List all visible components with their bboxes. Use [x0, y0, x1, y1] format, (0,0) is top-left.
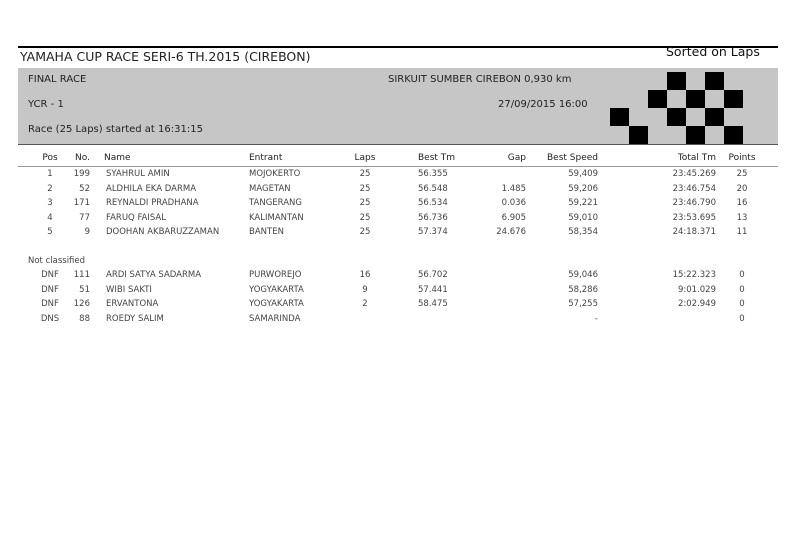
- cell-name: ARDI SATYA SADARMA: [106, 270, 202, 280]
- cell-total: 9:01.029: [677, 284, 716, 295]
- cell-points: 20: [736, 183, 748, 194]
- cell-no: 52: [79, 183, 90, 194]
- column-header-best: Best Tm: [418, 153, 456, 163]
- flag-square: [629, 126, 648, 144]
- column-header-laps: Laps: [354, 153, 376, 163]
- flag-square: [667, 108, 686, 126]
- column-header-points: Points: [728, 153, 756, 163]
- cell-gap: 1.485: [501, 183, 526, 194]
- cell-best: 57.374: [418, 227, 448, 238]
- cell-no: 199: [73, 169, 90, 179]
- cell-points: 0: [739, 299, 745, 310]
- cell-no: 51: [79, 284, 90, 295]
- flag-square: [724, 126, 743, 144]
- cell-best: 56.548: [418, 183, 448, 194]
- flag-square: [667, 72, 686, 90]
- cell-name: ERVANTONA: [106, 299, 159, 310]
- cell-no: 9: [84, 227, 90, 238]
- cell-no: 77: [79, 212, 90, 223]
- race-start-label: Race (25 Laps) started at 16:31:15: [28, 124, 203, 135]
- column-header-speed: Best Speed: [546, 153, 598, 163]
- cell-best: 57.441: [418, 284, 448, 295]
- cell-speed: 58,354: [568, 227, 598, 238]
- flag-square: [610, 108, 629, 126]
- cell-points: 0: [739, 284, 745, 295]
- cell-entrant: YOGYAKARTA: [249, 284, 304, 295]
- column-header-entrant: Entrant: [249, 153, 283, 163]
- cell-name: ALDHILA EKA DARMA: [106, 183, 197, 194]
- cell-best: 58.475: [418, 299, 448, 310]
- flag-square: [686, 126, 705, 144]
- cell-best: 56.534: [418, 198, 448, 209]
- cell-laps: 25: [359, 183, 371, 194]
- cell-total: 23:46.790: [672, 198, 716, 209]
- cell-laps: 2: [362, 299, 368, 310]
- session-label: FINAL RACE: [28, 74, 87, 85]
- cell-best: 56.702: [418, 270, 448, 280]
- cell-pos: 1: [47, 169, 53, 179]
- cell-name: DOOHAN AKBARUZZAMAN: [106, 227, 220, 238]
- column-header-pos: Pos: [42, 153, 58, 163]
- cell-name: FARUQ FAISAL: [106, 212, 166, 223]
- cell-speed: 57,255: [568, 299, 598, 310]
- header-rule: [18, 166, 778, 167]
- cell-points: 11: [736, 227, 748, 238]
- cell-entrant: MOJOKERTO: [249, 169, 301, 179]
- cell-laps: 25: [359, 198, 371, 209]
- date-label: 27/09/2015 16:00: [498, 99, 588, 110]
- cell-speed: -: [594, 313, 598, 324]
- cell-total: 23:53.695: [672, 212, 716, 223]
- column-header-name: Name: [104, 153, 131, 163]
- cell-entrant: YOGYAKARTA: [249, 299, 304, 310]
- cell-name: WIBI SAKTI: [106, 284, 152, 295]
- cell-laps: 9: [362, 284, 368, 295]
- cell-speed: 58,286: [568, 284, 598, 295]
- cell-pos: 5: [47, 227, 53, 238]
- cell-pos: DNS: [40, 313, 60, 324]
- cell-speed: 59,221: [568, 198, 598, 209]
- cell-speed: 59,206: [568, 183, 598, 194]
- page-title: YAMAHA CUP RACE SERI-6 TH.2015 (CIREBON): [20, 49, 311, 64]
- cell-laps: 25: [359, 212, 371, 223]
- circuit-label: SIRKUIT SUMBER CIREBON 0,930 km: [388, 74, 572, 85]
- cell-pos: DNF: [41, 284, 59, 295]
- cell-no: 126: [73, 299, 90, 310]
- column-header-no: No.: [75, 153, 90, 163]
- cell-entrant: SAMARINDA: [249, 313, 301, 324]
- cell-laps: 25: [359, 227, 371, 238]
- cell-no: 88: [79, 313, 90, 324]
- title-rule: [18, 46, 778, 48]
- cell-total: 24:18.371: [672, 227, 716, 238]
- cell-points: 25: [736, 169, 748, 179]
- cell-points: 16: [736, 198, 748, 209]
- cell-pos: DNF: [41, 299, 59, 310]
- sort-label: Sorted on Laps: [666, 44, 760, 59]
- flag-square: [686, 90, 705, 108]
- column-header-total: Total Tm: [677, 153, 716, 163]
- cell-best: 56.355: [418, 169, 448, 179]
- cell-entrant: BANTEN: [249, 227, 284, 238]
- class-label: YCR - 1: [28, 99, 64, 110]
- cell-pos: 4: [47, 212, 53, 223]
- cell-entrant: KALIMANTAN: [249, 212, 304, 223]
- flag-square: [648, 90, 667, 108]
- cell-name: REYNALDI PRADHANA: [106, 198, 199, 209]
- cell-entrant: PURWOREJO: [249, 270, 302, 280]
- cell-points: 0: [739, 313, 745, 324]
- cell-total: 2:02.949: [677, 299, 716, 310]
- cell-total: 15:22.323: [672, 270, 716, 280]
- column-header-gap: Gap: [507, 153, 526, 163]
- cell-speed: 59,409: [568, 169, 598, 179]
- cell-gap: 24.676: [496, 227, 526, 238]
- cell-name: ROEDY SALIM: [106, 313, 164, 324]
- cell-total: 23:46.754: [672, 183, 716, 194]
- cell-gap: 6.905: [501, 212, 526, 223]
- cell-no: 171: [73, 198, 90, 209]
- cell-best: 56.736: [418, 212, 448, 223]
- banner-rule: [18, 144, 778, 145]
- cell-entrant: MAGETAN: [249, 183, 291, 194]
- cell-gap: 0.036: [501, 198, 526, 209]
- flag-square: [705, 72, 724, 90]
- cell-pos: 2: [47, 183, 53, 194]
- cell-entrant: TANGERANG: [249, 198, 302, 209]
- not-classified-label: Not classified: [28, 256, 86, 266]
- cell-speed: 59,046: [568, 270, 598, 280]
- cell-laps: 16: [359, 270, 371, 280]
- cell-total: 23:45.269: [672, 169, 716, 179]
- cell-pos: 3: [47, 198, 53, 209]
- cell-points: 0: [739, 270, 745, 280]
- flag-square: [705, 108, 724, 126]
- flag-square: [724, 90, 743, 108]
- cell-points: 13: [736, 212, 748, 223]
- cell-name: SYAHRUL AMIN: [106, 169, 170, 179]
- cell-pos: DNF: [41, 270, 59, 280]
- cell-speed: 59,010: [568, 212, 598, 223]
- cell-no: 111: [73, 270, 90, 280]
- cell-laps: 25: [359, 169, 371, 179]
